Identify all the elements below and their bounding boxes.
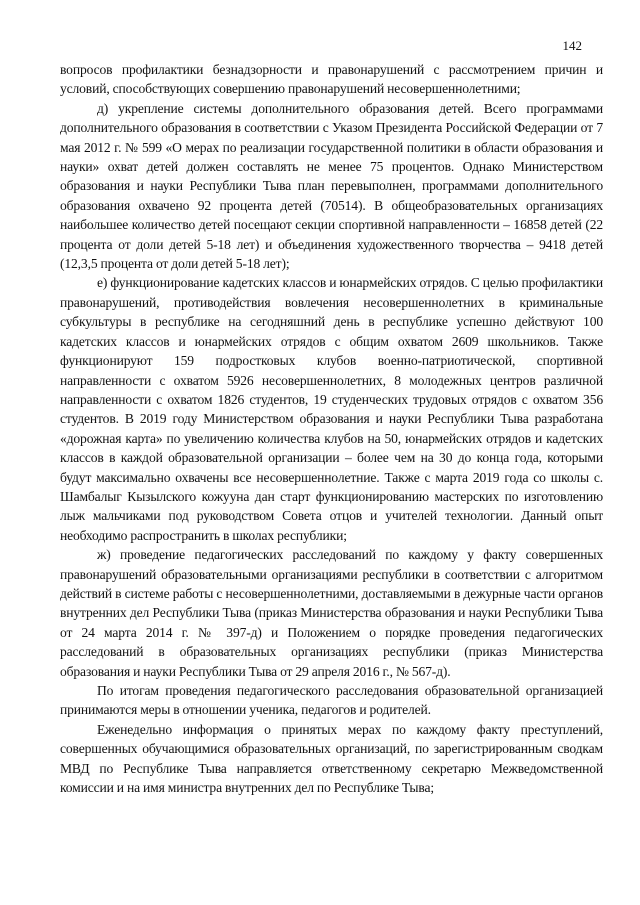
paragraph-continuation: вопросов профилактики безнадзорности и правонарушений с рассмотрением причин и условий, способствующих совершению правонарушений несовершеннолетними; bbox=[60, 62, 603, 97]
document-body bbox=[60, 60, 603, 797]
paragraph-item-zh: ж) проведение педагогических расследований по каждому у факту совершенных правонарушений образовательными организациями республики в соответствии с алгоритмом действий в системе работы с несовершеннолетними, доставляемыми в дежурные части органов внутренних дел Республики Тыва (приказ Министерства образования и науки Республики Тыва от 24 марта 2014 г. № 397-д) и Положением о порядке проведения педагогических расследований в образовательных организациях республики (приказ Министерства образования и науки Республики Тыва от 29 апреля 2016 г., № 567-д). bbox=[60, 547, 603, 679]
paragraph-item-e: е) функционирование кадетских классов и юнармейских отрядов. С целью профилактики правонарушений, противодействия вовлечения несовершеннолетних в криминальные субкультуры в республике на сегодняшний день в республике успешно действуют 100 кадетских классов и юнармейских отрядов с общим охватом 2609 школьников. Также функционируют 159 подростковых клубов военно-патриотической, спортивной направленности с охватом 5926 несовершеннолетних, 8 молодежных центров различной направленности с охватом 1826 студентов, 19 студенческих трудовых отрядов с охватом 356 студентов. В 2019 году Министерством образования и науки Республики Тыва разработана «дорожная карта» по увеличению количества клубов на 50, юнармейских отрядов и кадетских классов в каждой образовательной организации – более чем на 30 до конца года, которыми будут максимально охвачены все несовершеннолетние. Также с марта 2019 года со школы с. Шамбалыг Кызылского кожууна дан старт функционированию мастерских по изготовлению лыж мальчиками под руководством Совета отцов и учителей технологии. Данный опыт необходимо распространить в школах республики; bbox=[60, 275, 603, 543]
page-number: 142 bbox=[562, 38, 582, 53]
paragraph-weekly-information: Еженедельно информация о принятых мерах по каждому факту преступлений, совершенных обучающимися образовательных организаций, по зарегистрированным сводкам МВД по Республике Тыва направляется ответственному секретарю Межведомственной комиссии и на имя министра внутренних дел по Республике Тыва; bbox=[60, 721, 603, 796]
paragraph-investigation-results: По итогам проведения педагогического расследования образовательной организацией принимаются меры в отношении ученика, педагогов и родителей. bbox=[60, 683, 603, 718]
paragraph-item-d: д) укрепление системы дополнительного образования детей. Всего программами дополнительного образования в соответствии с Указом Президента Российской Федерации от 7 мая 2012 г. № 599 «О мерах по реализации государственной политики в области образования и науки» охват детей должен составлять не менее 75 процентов. Однако Министерством образования и науки Республики Тыва план перевыполнен, программами дополнительного образования охвачено 92 процента детей (70514). В общеобразовательных организациях наибольшее количество детей посещают секции спортивной направленности – 16858 детей (22 процента от доли детей 5-18 лет) и объединения художественного творчества – 9418 детей (12,3,5 процента от доли детей 5-18 лет); bbox=[60, 100, 603, 272]
